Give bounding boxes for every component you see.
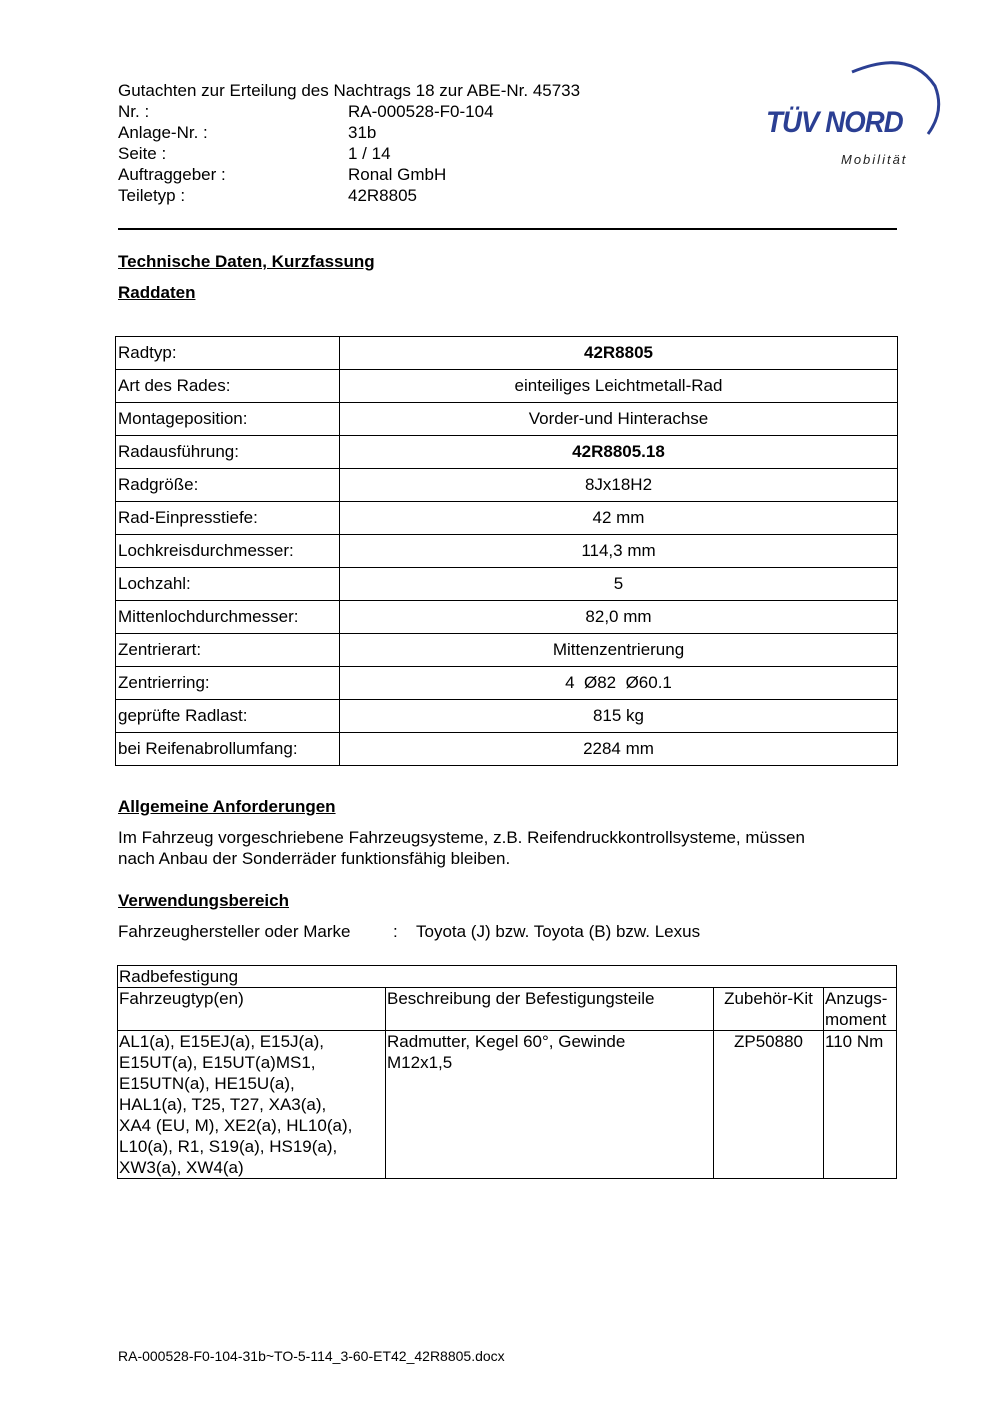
raddaten-label: Radausführung: — [116, 436, 340, 469]
tuv-nord-logo — [760, 56, 945, 176]
table-row — [116, 436, 898, 469]
table-row — [116, 502, 898, 535]
logo-subtitle: Mobilität — [841, 152, 908, 167]
table-row — [116, 601, 898, 634]
table-row — [116, 733, 898, 766]
header-label: Auftraggeber : — [118, 165, 226, 184]
heading-technische-daten: Technische Daten, Kurzfassung — [118, 252, 375, 271]
table-row — [118, 966, 897, 988]
header-value: 31b — [348, 123, 377, 142]
footer-filename: RA-000528-F0-104-31b~TO-5-114_3-60-ET42_42R8805.docx — [118, 1348, 505, 1364]
table-row — [116, 667, 898, 700]
header-row-teiletyp — [118, 185, 580, 206]
cell-zubehoer-kit: ZP50880 — [714, 1031, 824, 1179]
column-header-beschreibung: Beschreibung der Befestigungsteile — [386, 988, 714, 1031]
table-row — [116, 535, 898, 568]
heading-allgemeine-anforderungen: Allgemeine Anforderungen — [118, 797, 336, 816]
header-line: Anzugs- — [825, 989, 888, 1008]
column-header-zubehoer-kit: Zubehör-Kit — [714, 988, 824, 1031]
raddaten-value: 815 kg — [340, 700, 898, 733]
verwendung-value: Toyota (J) bzw. Toyota (B) bzw. Lexus — [416, 922, 701, 941]
header-row-anlage — [118, 122, 580, 143]
table-row — [116, 568, 898, 601]
raddaten-label: geprüfte Radlast: — [116, 700, 340, 733]
header-label: Teiletyp : — [118, 186, 186, 205]
raddaten-value: 2284 mm — [340, 733, 898, 766]
cell-line: M12x1,5 — [387, 1053, 453, 1072]
table-row — [116, 700, 898, 733]
header-row-nr — [118, 101, 580, 122]
table-row — [116, 337, 898, 370]
table-row — [116, 403, 898, 436]
raddaten-label: Lochkreisdurchmesser: — [116, 535, 340, 568]
cell-line: L10(a), R1, S19(a), HS19(a), — [119, 1137, 338, 1156]
table-row — [118, 1031, 897, 1179]
raddaten-value: Vorder-und Hinterachse — [340, 403, 898, 436]
header-row-seite — [118, 143, 580, 164]
allgemein-paragraph — [118, 827, 888, 869]
raddaten-value: 8Jx18H2 — [340, 469, 898, 502]
verwendung-row — [118, 922, 700, 942]
table-header-row — [118, 988, 897, 1031]
raddaten-label: Montageposition: — [116, 403, 340, 436]
table-row — [116, 370, 898, 403]
raddaten-value: 114,3 mm — [340, 535, 898, 568]
raddaten-value: 42R8805 — [340, 337, 898, 370]
raddaten-value: 5 — [340, 568, 898, 601]
raddaten-label: Radtyp: — [116, 337, 340, 370]
header-line: moment — [825, 1010, 887, 1029]
cell-line: XW3(a), XW4(a) — [119, 1158, 244, 1177]
raddaten-label: Lochzahl: — [116, 568, 340, 601]
cell-line: E15UT(a), E15UT(a)MS1, — [119, 1053, 316, 1072]
raddaten-label: Radgröße: — [116, 469, 340, 502]
cell-line: AL1(a), E15EJ(a), E15J(a), — [119, 1032, 325, 1051]
paragraph-line: nach Anbau der Sonderräder funktionsfähig bleiben. — [118, 849, 511, 868]
header-label: Seite : — [118, 144, 167, 163]
document-title: Gutachten zur Erteilung des Nachtrags 18 zur ABE-Nr. 45733 — [118, 81, 581, 100]
raddaten-value: 42 mm — [340, 502, 898, 535]
raddaten-value: 82,0 mm — [340, 601, 898, 634]
verwendung-label: Fahrzeughersteller oder Marke — [118, 922, 351, 941]
raddaten-label: Zentrierring: — [116, 667, 340, 700]
cell-line: HAL1(a), T25, T27, XA3(a), — [119, 1095, 327, 1114]
column-header-fahrzeugtyp: Fahrzeugtyp(en) — [118, 988, 386, 1031]
raddaten-value: 4 Ø82 Ø60.1 — [340, 667, 898, 700]
header-value: RA-000528-F0-104 — [348, 102, 494, 121]
header-divider — [118, 228, 897, 230]
paragraph-line: Im Fahrzeug vorgeschriebene Fahrzeugsysteme, z.B. Reifendruckkontrollsysteme, müssen — [118, 828, 805, 847]
cell-anzugsmoment: 110 Nm — [824, 1031, 897, 1179]
cell-fahrzeugtypen — [118, 1031, 386, 1179]
raddaten-value: einteiliges Leichtmetall-Rad — [340, 370, 898, 403]
header-row-auftraggeber — [118, 164, 580, 185]
raddaten-label: Art des Rades: — [116, 370, 340, 403]
table-row — [116, 469, 898, 502]
column-header-anzugsmoment — [824, 988, 897, 1031]
cell-line: Radmutter, Kegel 60°, Gewinde — [387, 1032, 626, 1051]
raddaten-label: Mittenlochdurchmesser: — [116, 601, 340, 634]
cell-line: E15UTN(a), HE15U(a), — [119, 1074, 295, 1093]
logo-wordmark: TÜV NORD — [766, 106, 903, 139]
raddaten-label: Zentrierart: — [116, 634, 340, 667]
raddaten-value: 42R8805.18 — [340, 436, 898, 469]
heading-raddaten: Raddaten — [118, 283, 196, 302]
cell-line: XA4 (EU, M), XE2(a), HL10(a), — [119, 1116, 353, 1135]
raddaten-value: Mittenzentrierung — [340, 634, 898, 667]
verwendung-separator: : — [393, 922, 398, 941]
header-label: Nr. : — [118, 102, 150, 121]
header-label: Anlage-Nr. : — [118, 123, 208, 142]
table-row — [116, 634, 898, 667]
raddaten-label: bei Reifenabrollumfang: — [116, 733, 340, 766]
radbefestigung-title: Radbefestigung — [118, 966, 897, 988]
header-value: 42R8805 — [348, 186, 418, 205]
raddaten-table — [115, 336, 898, 766]
radbefestigung-table — [117, 965, 897, 1179]
raddaten-label: Rad-Einpresstiefe: — [116, 502, 340, 535]
heading-verwendungsbereich: Verwendungsbereich — [118, 891, 289, 910]
header-value: 1 / 14 — [348, 144, 391, 163]
header-value: Ronal GmbH — [348, 165, 447, 184]
cell-beschreibung — [386, 1031, 714, 1179]
document-header — [118, 80, 580, 206]
